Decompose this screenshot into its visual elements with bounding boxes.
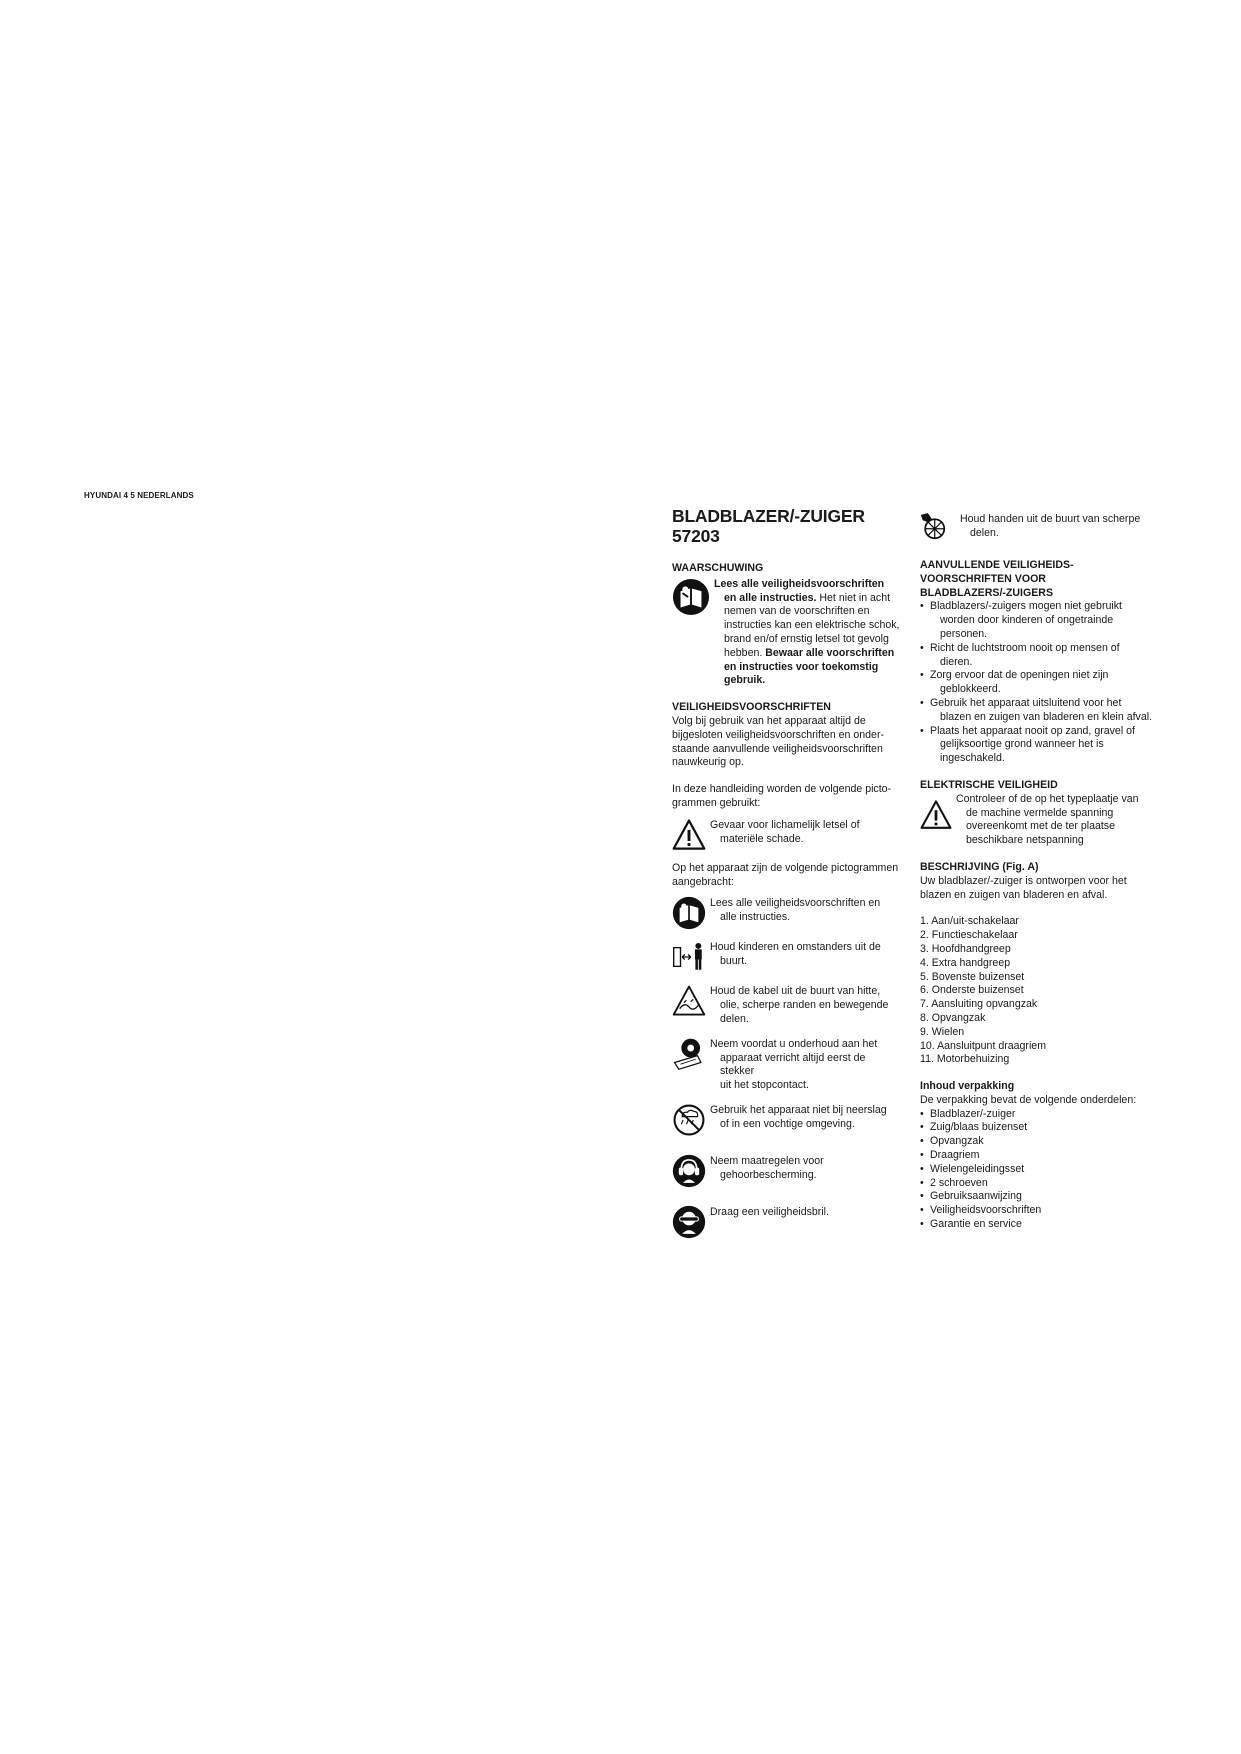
- pictogram-text: Draag een veiligheidsbril.: [710, 1205, 829, 1218]
- safety-line: staande aanvullende veiligheidsvoorschriften: [672, 742, 883, 755]
- list-item: [920, 697, 1155, 725]
- pictogram-text: Lees alle veiligheidsvoorschriften en: [710, 897, 881, 910]
- list-item: 8. Opvangzak: [920, 1011, 986, 1024]
- description-text: blazen en zuigen van bladeren en afval.: [920, 888, 1108, 901]
- electrical-text: overeenkomt met de ter plaatse: [966, 820, 1115, 833]
- pictogram-intro: grammen gebruikt:: [672, 796, 761, 809]
- pictogram-text: buurt.: [720, 955, 748, 968]
- safety-heading: VEILIGHEIDSVOORSCHRIFTEN: [672, 701, 831, 714]
- keep-bystanders-away-icon: [672, 940, 706, 974]
- safety-line: bijgesloten veiligheidsvoorschriften en onder-: [672, 728, 884, 741]
- page-header: HYUNDAI 4 5 NEDERLANDS: [84, 491, 194, 500]
- product-model: 57203: [672, 526, 720, 546]
- pictogram-text: gehoorbescherming.: [720, 1168, 817, 1181]
- warning-text-1: Het niet in acht: [819, 591, 891, 604]
- warning-text-4: brand en/of ernstig letsel tot gevolg: [724, 632, 889, 645]
- warning-bold-2: en alle instructies.: [724, 591, 817, 604]
- list-item: [920, 725, 1155, 766]
- pictogram-unplug: [672, 1037, 902, 1093]
- warning-bold-4: en instructies voor toekomstig: [724, 660, 879, 673]
- warning-triangle-icon: [672, 818, 706, 852]
- ear-protection-icon: [672, 1154, 706, 1188]
- description-heading: BESCHRIJVING (Fig. A): [920, 860, 1039, 873]
- list-item: • Wielengeleidingsset: [920, 1163, 1155, 1177]
- left-column: [672, 506, 902, 1249]
- pictogram-bystanders: [672, 940, 902, 974]
- hands-text: delen.: [970, 526, 999, 539]
- list-item-text: personen.: [940, 627, 988, 640]
- warning-bold-5: gebruik.: [724, 674, 766, 687]
- read-manual-icon: [672, 896, 706, 930]
- list-item: 6. Onderste buizenset: [920, 984, 1024, 997]
- safety-line: nauwkeurig op.: [672, 756, 744, 769]
- pictogram-text: Gebruik het apparaat niet bij neerslag: [710, 1103, 887, 1116]
- pictogram-rain: [672, 1103, 902, 1137]
- list-item: • Veiligheidsvoorschriften: [920, 1204, 1155, 1218]
- pictogram-intro: In deze handleiding worden de volgende picto-: [672, 783, 892, 796]
- pictogram-text: Neem maatregelen voor: [710, 1154, 824, 1167]
- list-item-text: ingeschakeld.: [940, 752, 1005, 765]
- additional-heading: VOORSCHRIFTEN VOOR: [920, 572, 1046, 585]
- pictogram-ear: [672, 1154, 902, 1188]
- electrical-text: beschikbare netspanning: [966, 834, 1084, 847]
- additional-heading: BLADBLAZERS/-ZUIGERS: [920, 586, 1054, 599]
- list-item: 4. Extra handgreep: [920, 956, 1011, 969]
- electrical-text: Controleer of de op het typeplaatje van: [956, 792, 1139, 805]
- pictogram-text: alle instructies.: [720, 911, 791, 924]
- list-item: 5. Bovenste buizenset: [920, 970, 1025, 983]
- additional-list: [920, 600, 1155, 766]
- pictogram-text: Houd de kabel uit de buurt van hitte,: [710, 985, 881, 998]
- unplug-before-maintenance-icon: [672, 1037, 706, 1071]
- list-item-text: geblokkeerd.: [940, 683, 1001, 696]
- pictogram-hands: [920, 512, 1155, 542]
- description-text: Uw bladblazer/-zuiger is ontworpen voor het: [920, 874, 1127, 887]
- pictogram-text: apparaat verricht altijd eerst de stekker: [720, 1051, 866, 1078]
- list-item: • Zuig/blaas buizenset: [920, 1121, 1155, 1135]
- cable-hazard-icon: [672, 984, 706, 1018]
- no-rain-icon: [672, 1103, 706, 1137]
- list-item: [920, 642, 1155, 670]
- warning-block: [672, 578, 902, 688]
- list-item-text: dieren.: [940, 655, 973, 668]
- list-item: • Bladblazer/-zuiger: [920, 1108, 1155, 1122]
- electrical-heading: ELEKTRISCHE VEILIGHEID: [920, 778, 1058, 791]
- list-item: • Gebruiksaanwijzing: [920, 1190, 1155, 1204]
- warning-triangle-icon: [920, 799, 952, 831]
- pictogram-text: of in een vochtige omgeving.: [720, 1117, 855, 1130]
- package-list: [920, 1108, 1155, 1232]
- list-item: 11. Motorbehuizing: [920, 1053, 1010, 1066]
- list-item-text: gelijksoortige grond wanneer het is: [940, 738, 1104, 751]
- list-item: • Opvangzak: [920, 1135, 1155, 1149]
- electrical-block: [920, 793, 1155, 848]
- list-item: 9. Wielen: [920, 1025, 965, 1038]
- product-title: BLADBLAZER/-ZUIGER: [672, 506, 865, 526]
- pictogram-cable: [672, 984, 902, 1026]
- pictogram-glasses: [672, 1205, 902, 1239]
- device-pictogram-intro: aangebracht:: [672, 875, 734, 888]
- list-item: 1. Aan/uit-schakelaar: [920, 915, 1019, 928]
- warning-text-5: hebben.: [724, 646, 763, 659]
- package-heading: Inhoud verpakking: [920, 1080, 1015, 1093]
- list-item-text: Richt de luchtstroom nooit op mensen of: [930, 641, 1120, 654]
- parts-list: [920, 915, 1155, 1067]
- pictogram-text: delen.: [720, 1012, 749, 1025]
- list-item: 10. Aansluitpunt draagriem: [920, 1039, 1047, 1052]
- keep-hands-away-icon: [920, 512, 946, 542]
- list-item-text: worden door kinderen of ongetrainde: [940, 614, 1114, 627]
- right-column: [920, 512, 1155, 1232]
- warning-heading: WAARSCHUWING: [672, 562, 764, 574]
- pictogram-text: uit het stopcontact.: [720, 1079, 809, 1092]
- package-intro: De verpakking bevat de volgende onderdelen:: [920, 1093, 1137, 1106]
- pictogram-danger: [672, 818, 902, 852]
- list-item: [920, 669, 1155, 697]
- warning-bold-1: Lees alle veiligheidsvoorschriften: [714, 577, 885, 590]
- pictogram-read-manual: [672, 896, 902, 930]
- hands-text: Houd handen uit de buurt van scherpe: [960, 513, 1141, 525]
- list-item: [920, 600, 1155, 641]
- list-item-text: Plaats het apparaat nooit op zand, gravel of: [930, 724, 1135, 737]
- list-item-text: Zorg ervoor dat de openingen niet zijn: [930, 669, 1109, 682]
- safety-glasses-icon: [672, 1205, 706, 1239]
- pictogram-text: Neem voordat u onderhoud aan het: [710, 1037, 878, 1050]
- additional-heading: AANVULLENDE VEILIGHEIDS-: [920, 559, 1074, 571]
- danger-text: Gevaar voor lichamelijk letsel of: [710, 818, 860, 831]
- list-item-text: Bladblazers/-zuigers mogen niet gebruikt: [930, 600, 1122, 613]
- read-manual-icon: [672, 578, 710, 616]
- pictogram-text: Houd kinderen en omstanders uit de: [710, 941, 881, 954]
- device-pictogram-intro: Op het apparaat zijn de volgende pictogrammen: [672, 861, 899, 874]
- list-item: • Draagriem: [920, 1149, 1155, 1163]
- electrical-text: de machine vermelde spanning: [966, 806, 1114, 819]
- list-item-text: Gebruik het apparaat uitsluitend voor het: [930, 696, 1122, 709]
- list-item: 3. Hoofdhandgreep: [920, 942, 1011, 955]
- list-item: 7. Aansluiting opvangzak: [920, 998, 1038, 1011]
- list-item-text: blazen en zuigen van bladeren en klein afval.: [940, 710, 1153, 723]
- danger-text: materiële schade.: [720, 832, 804, 845]
- list-item: 2. Functieschakelaar: [920, 929, 1018, 942]
- pictogram-text: olie, scherpe randen en bewegende: [720, 999, 889, 1012]
- warning-bold-3: Bewaar alle voorschriften: [765, 646, 895, 659]
- list-item: • 2 schroeven: [920, 1177, 1155, 1191]
- warning-text-3: instructies kan een elektrische schok,: [724, 619, 900, 632]
- warning-text-2: nemen van de voorschriften en: [724, 605, 870, 618]
- list-item: • Garantie en service: [920, 1218, 1155, 1232]
- safety-line: Volg bij gebruik van het apparaat altijd de: [672, 714, 866, 727]
